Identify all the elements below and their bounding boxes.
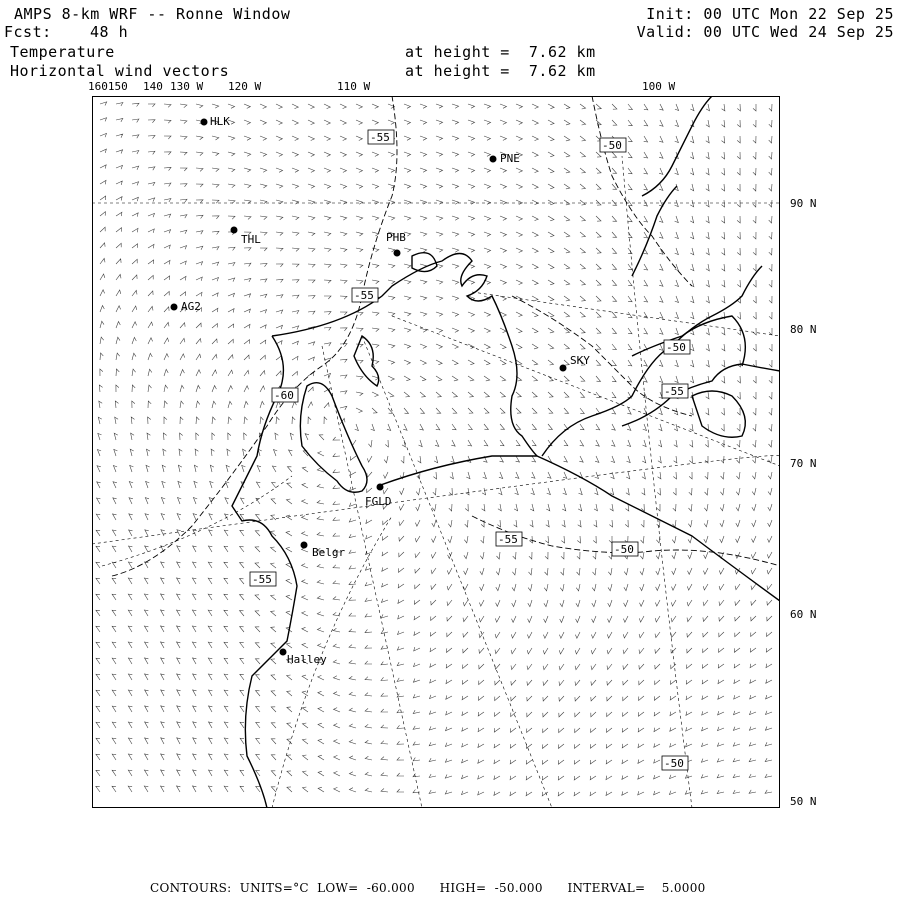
lon-label: 100 W — [642, 80, 676, 93]
lon-label: 120 W — [228, 80, 262, 93]
forecast-label: Fcst: — [4, 23, 52, 41]
station-marker — [280, 649, 287, 656]
wind-barb-field — [96, 102, 772, 796]
station-label: PHB — [386, 231, 406, 244]
lon-line-f — [102, 476, 292, 566]
lon-label: 110 W — [337, 80, 371, 93]
init-time: Init: 00 UTC Mon 22 Sep 25 — [646, 5, 894, 23]
model-title: AMPS 8-km WRF -- Ronne Window — [14, 5, 291, 23]
station-marker — [201, 119, 208, 126]
contour-label: -50 — [614, 543, 634, 556]
lon-line-a — [392, 316, 780, 466]
stations — [171, 115, 591, 666]
field-name-temperature: Temperature — [10, 43, 115, 61]
station-marker — [301, 542, 308, 549]
lon-line-c — [322, 346, 422, 808]
station-marker — [394, 250, 401, 257]
station-marker — [377, 484, 384, 491]
lon-line-b — [362, 336, 552, 808]
contour-label: -55 — [252, 573, 272, 586]
forecast-value: 48 h — [90, 23, 129, 41]
map-panel — [92, 96, 780, 808]
contour-label: -50 — [666, 341, 686, 354]
valid-time: Valid: 00 UTC Wed 24 Sep 25 — [636, 23, 894, 41]
station-label: THL — [241, 233, 261, 246]
contour-info: CONTOURS: UNITS=°C LOW= -60.000 HIGH= -50.000 INTERVAL= 5.0000 — [150, 881, 706, 895]
station-marker — [490, 156, 497, 163]
contour-label: -60 — [274, 389, 294, 402]
contour-label: -50 — [664, 757, 684, 770]
contour-label: -55 — [370, 131, 390, 144]
station-label: PNE — [500, 152, 520, 165]
lat-label: 50 N — [790, 795, 817, 808]
lon-label: 130 W — [170, 80, 204, 93]
station-label: Halley — [287, 653, 327, 666]
station-label: HLK — [210, 115, 230, 128]
wind-barbs — [96, 102, 772, 796]
contour-label-group — [250, 130, 690, 770]
station-label: AG2 — [181, 300, 201, 313]
field-name-wind: Horizontal wind vectors — [10, 62, 230, 80]
lat-label: 70 N — [790, 457, 817, 470]
lat-label: 80 N — [790, 323, 817, 336]
lon-label: 160150 — [88, 80, 128, 93]
lat-label: 60 N — [790, 608, 817, 621]
height-label-2: at height = 7.62 km — [405, 62, 596, 80]
contour-label: -55 — [354, 289, 374, 302]
station-marker — [560, 365, 567, 372]
lat-label: 90 N — [790, 197, 817, 210]
contour-label: -55 — [498, 533, 518, 546]
contour-label: -55 — [664, 385, 684, 398]
station-label: SKY — [570, 354, 590, 367]
station-marker — [171, 304, 178, 311]
contour-label: -50 — [602, 139, 622, 152]
station-marker — [231, 227, 238, 234]
lon-label: 140 — [143, 80, 163, 93]
station-label: FGLD — [365, 495, 392, 508]
station-label: Belgr — [312, 546, 346, 559]
height-label-1: at height = 7.62 km — [405, 43, 596, 61]
